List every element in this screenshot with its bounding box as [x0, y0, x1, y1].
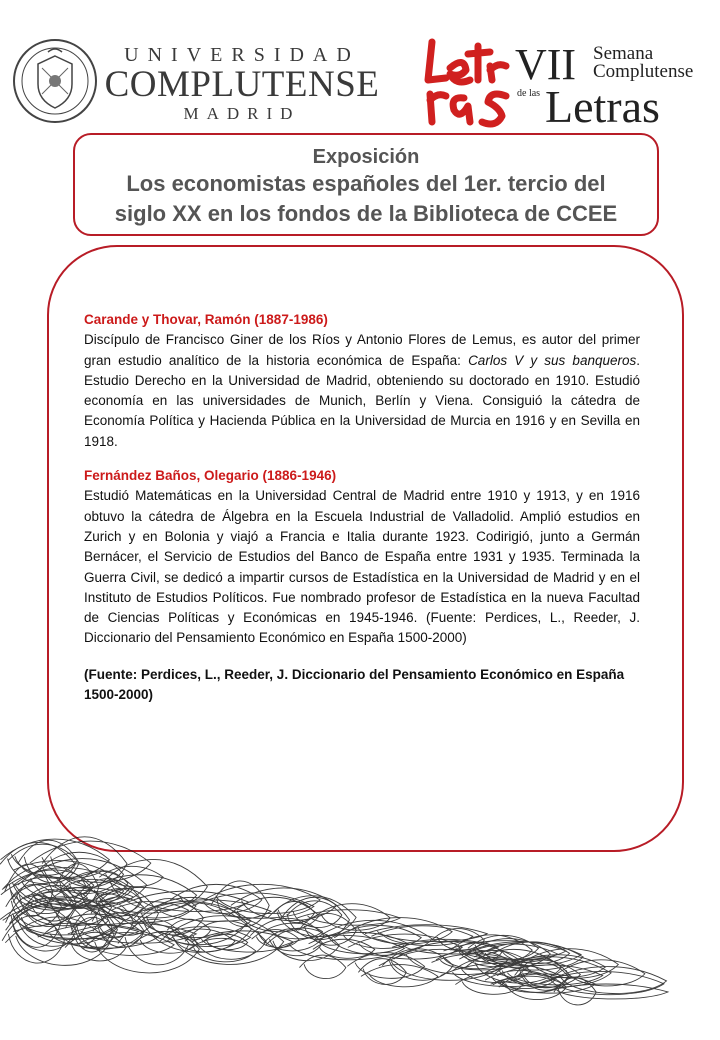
event-title: [515, 42, 715, 132]
event-word-semana: Semana: [593, 43, 654, 64]
event-word-de-las: de las: [517, 88, 541, 99]
entry-text: [84, 330, 640, 452]
source-note: (Fuente: Perdices, L., Reeder, J. Diccionario del Pensamiento Económico en España 1500-2000): [84, 666, 625, 703]
entry-text-part: . Estudio Derecho en la Universidad de Madrid, obteniendo su doctorado en 1910. Estudió economía en las universidades de Munich, Berlín y Viena. Consiguió la cátedra de Economía Política y Hacienda Pública en la Universidad de Murcia en 1916 y en Sevilla en 1918.: [84, 352, 640, 449]
scribble-stroke: [358, 959, 406, 985]
scribble-stroke: [170, 884, 262, 913]
event-word-letras: Letras: [545, 81, 660, 132]
entry-book-title: Carlos V y sus banqueros: [468, 352, 637, 368]
scribble-stroke: [313, 904, 390, 931]
university-line1: UNIVERSIDAD: [124, 44, 360, 66]
content-body: [84, 310, 640, 705]
title-box: [73, 133, 659, 236]
university-name: [104, 44, 380, 124]
title-line2: siglo XX en los fondos de la Biblioteca de CCEE: [114, 201, 618, 226]
scribble-stroke: [156, 927, 251, 947]
entry-name: Carande y Thovar, Ramón (1887-1986): [84, 312, 328, 327]
entry-text-part: Discípulo de Francisco Giner de los Ríos y Antonio Flores de Lemus, es autor del primer gran estudio analítico de la historia económica de España:: [84, 332, 640, 368]
university-seal-icon: [12, 38, 98, 124]
event-number: VII: [515, 40, 577, 89]
title-line1: Los economistas españoles del 1er. tercio del: [126, 171, 606, 196]
letras-logo-icon: [420, 36, 516, 132]
scribble-stroke: [204, 884, 320, 913]
university-line3: MADRID: [183, 104, 301, 123]
title-label: Exposición: [312, 146, 420, 168]
event-word-complutense: Complutense: [593, 61, 694, 82]
entry-text: Estudió Matemáticas en la Universidad Central de Madrid entre 1910 y 1913, y en 1916 obtuvo la cátedra de Álgebra en la Escuela Industrial de Valladolid. Amplió estudios en Zurich y en Bolonia y viajó a Francia e Italia durante 1923. Codirigió, junto a Germán Bernácer, el Servicio de Estudios del Banco de España entre 1931 y 1935. Terminada la Guerra Civil, se dedicó a impartir cursos de Estadística en la Universidad de Madrid y en el Instituto de Estudios Políticos. Fue nombrado profesor de Estadística en la nueva Facultad de Ciencias Políticas y Económicas en 1945-1946. (Fuente: Perdices, L., Reeder, J. Diccionario del Pensamiento Económico en España 1500-2000): [84, 488, 640, 646]
university-line2: COMPLUTENSE: [104, 64, 380, 105]
entry-name: Fernández Baños, Olegario (1886-1946): [84, 468, 337, 484]
scribble-decoration-icon: [0, 830, 720, 1040]
